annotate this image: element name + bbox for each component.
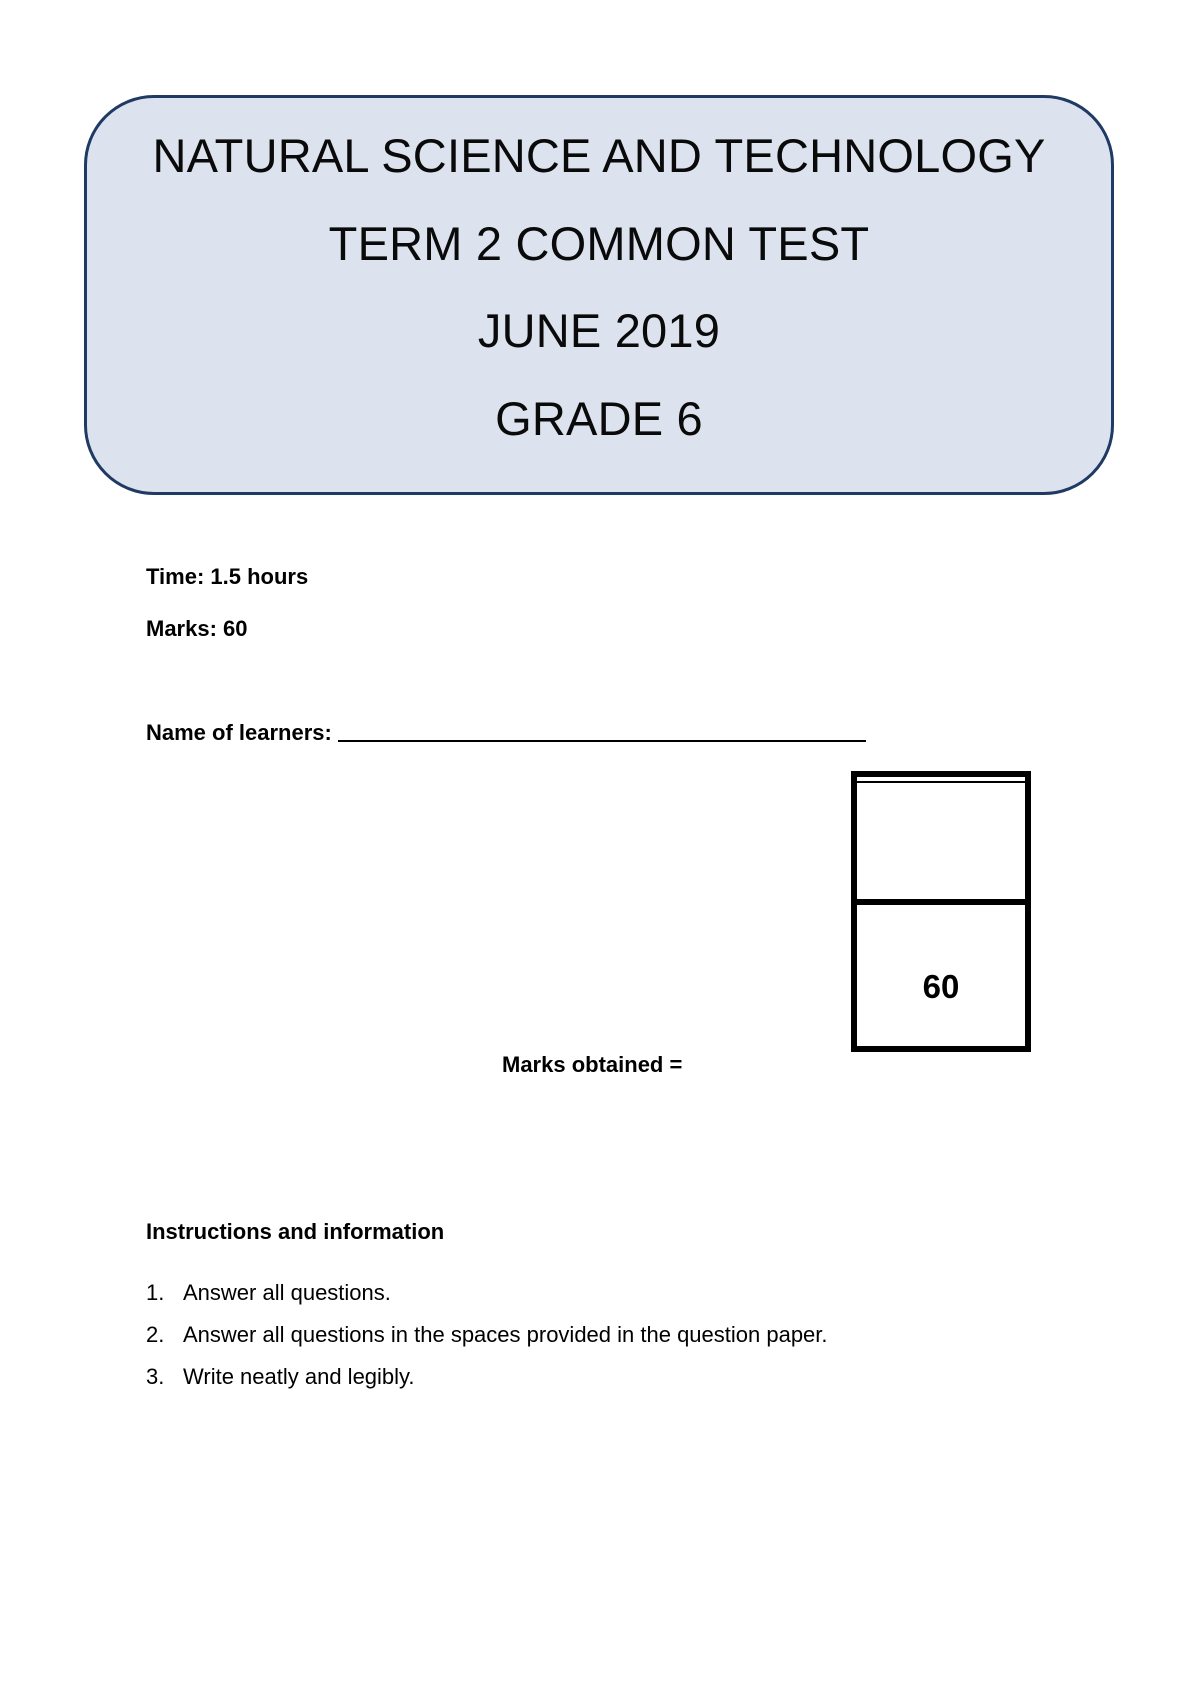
marks-info: Marks: 60 [146,616,248,641]
subject-title: NATURAL SCIENCE AND TECHNOLOGY [152,129,1046,182]
grade-label: GRADE 6 [495,392,703,445]
list-item-text: Answer all questions in the spaces provided in the question paper. [183,1322,828,1347]
learner-name-label: Name of learners: [146,720,332,745]
list-item-number: 1. [146,1280,165,1305]
learner-name-row [146,719,866,747]
test-date: JUNE 2019 [477,304,721,357]
list-item-number: 3. [146,1364,165,1389]
marks-obtained-label: Marks obtained = [502,1052,683,1077]
instructions-list [146,1279,828,1405]
score-total: 60 [922,968,960,1005]
learner-name-line[interactable] [338,740,866,742]
list-item [146,1279,828,1321]
instructions-heading: Instructions and information [146,1219,445,1244]
list-item-number: 2. [146,1322,165,1347]
score-obtained-cell[interactable] [857,777,1025,905]
time-info: Time: 1.5 hours [146,564,309,589]
score-box [851,771,1031,1052]
list-item-text: Answer all questions. [183,1280,391,1305]
test-title: TERM 2 COMMON TEST [328,217,870,270]
list-item [146,1321,828,1363]
list-item-text: Write neatly and legibly. [183,1364,415,1389]
title-box [84,95,1114,495]
list-item [146,1363,828,1405]
